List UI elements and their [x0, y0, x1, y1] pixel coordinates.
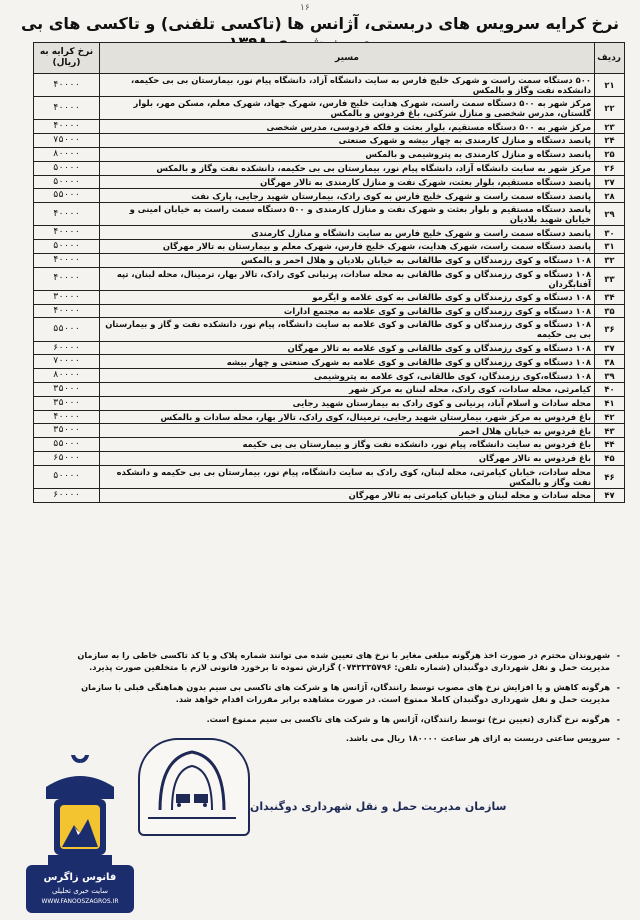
table-header-row [34, 43, 625, 74]
row-route: پانصد دستگاه و منازل کارمندی به پتروشیمی و بالمکس [100, 147, 595, 161]
row-fare: ۷۰۰۰۰ [34, 355, 100, 369]
watermark-url: WWW.FANOOSZAGROS.IR [41, 898, 119, 905]
table-row [34, 438, 625, 452]
table-row [34, 355, 625, 369]
table-row [34, 97, 625, 120]
table-row [34, 318, 625, 341]
row-route: ۵۰۰ دستگاه سمت راست و شهرک خلیج فارس به سایت دانشگاه آزاد، دانشگاه پیام نور، بیمارستان بی بی حکیمه، دانشکده نفت وگاز و بالمکس [100, 74, 595, 97]
row-number: ۲۱ [595, 74, 625, 97]
fare-table [33, 42, 625, 503]
row-route: کیامرثی، محله سادات، کوی رادک، محله لبنان به مرکز شهر [100, 382, 595, 396]
table-row [34, 267, 625, 290]
table-row [34, 147, 625, 161]
row-route: ۱۰۸ دستگاه،کوی رزمندگان، کوی طالقانی، کوی علامه به پتروشیمی [100, 369, 595, 383]
row-route: ۱۰۸ دستگاه و کوی رزمندگان و کوی طالقانی به خیابان بلادیان و هلال احمر و بالمکس [100, 253, 595, 267]
page-mark: ۱۶ [300, 3, 310, 13]
col-row-header: ردیف [595, 43, 625, 74]
row-route: محله سادات، خیابان کیامرثی، محله لبنان، کوی رادک به سایت دانشگاه، پیام نور، بیمارستان بی بی حکیمه و دانشکده نفت وگاز و بالمکس [100, 465, 595, 488]
row-route: مرکز شهر به ۵۰۰ دستگاه سمت راست، شهرک هدایت خلیج فارس، شهرک جهاد، شهرک معلم، مسکن مهر، بلوار گلستان، مدرس شخصی و منازل شرکتی، باغ فردوس و بالمکس [100, 97, 595, 120]
row-fare: ۴۰۰۰۰ [34, 304, 100, 318]
row-fare: ۳۵۰۰۰ [34, 396, 100, 410]
table-row [34, 382, 625, 396]
table-row [34, 369, 625, 383]
row-fare: ۴۰۰۰۰ [34, 226, 100, 240]
row-fare: ۳۵۰۰۰ [34, 382, 100, 396]
row-route: پانصد دستگاه مستقیم، بلوار بعثت، شهرک نفت و منازل کارمندی به تالار مهرگان [100, 175, 595, 189]
row-route: پانصد دستگاه سمت راست، شهرک هدایت، شهرک خلیج فارس، شهرک معلم و بیمارستان به تالار مهرگان [100, 240, 595, 254]
row-number: ۲۴ [595, 134, 625, 148]
note-item: - سرویس ساعتی دربست به ازای هر ساعت ۱۸۰۰۰۰ ریال می باشد. [70, 733, 620, 745]
notes [70, 650, 620, 753]
table-row [34, 341, 625, 355]
table-row [34, 74, 625, 97]
row-fare: ۴۰۰۰۰ [34, 253, 100, 267]
row-number: ۴۷ [595, 488, 625, 502]
row-fare: ۶۰۰۰۰ [34, 341, 100, 355]
row-fare: ۵۵۰۰۰ [34, 438, 100, 452]
row-fare: ۶۵۰۰۰ [34, 451, 100, 465]
row-route: باغ فردوس به تالار مهرگان [100, 451, 595, 465]
row-route: ۱۰۸ دستگاه و کوی رزمندگان و کوی طالقانی و کوی علامه به شهرک صنعتی و چهار بیشه [100, 355, 595, 369]
table-row [34, 203, 625, 226]
fare-table-body [34, 74, 625, 503]
organization-seal [138, 738, 250, 836]
row-fare: ۴۰۰۰۰ [34, 410, 100, 424]
table-row [34, 253, 625, 267]
row-route: محله سادات و اسلام آباد، پرنیانی و کوی رادک به بیمارستان شهید رجایی [100, 396, 595, 410]
row-number: ۳۶ [595, 318, 625, 341]
row-number: ۲۷ [595, 175, 625, 189]
row-number: ۴۲ [595, 410, 625, 424]
row-route: مرکز شهر به ۵۰۰ دستگاه مستقیم، بلوار بعثت و فلکه فردوسی، مدرس شخصی [100, 120, 595, 134]
row-route: پانصد دستگاه سمت راست و شهرک خلیج فارس به کوی رادک، بیمارستان شهید رجایی، پارک نفت [100, 189, 595, 203]
row-number: ۳۹ [595, 369, 625, 383]
row-route: ۱۰۸ دستگاه و کوی رزمندگان و کوی طالقانی و کوی علامه به سایت دانشگاه، پیام نور، دانشکده نفت و گاز و بیمارستان بی بی حکیمه [100, 318, 595, 341]
row-fare: ۵۰۰۰۰ [34, 175, 100, 189]
row-route: باغ فردوس به سایت دانشگاه، پیام نور، دانشکده نفت وگاز و بیمارستان بی بی حکیمه [100, 438, 595, 452]
row-fare: ۴۰۰۰۰ [34, 203, 100, 226]
row-route: پانصد دستگاه سمت راست و شهرک خلیج فارس به سایت دانشگاه و منازل کارمندی [100, 226, 595, 240]
row-fare: ۳۵۰۰۰ [34, 424, 100, 438]
row-number: ۳۴ [595, 290, 625, 304]
row-fare: ۷۵۰۰۰ [34, 134, 100, 148]
watermark-tagline: سایت خبری تحلیلی [51, 887, 109, 895]
row-number: ۳۷ [595, 341, 625, 355]
row-number: ۴۱ [595, 396, 625, 410]
row-fare: ۴۰۰۰۰ [34, 267, 100, 290]
row-number: ۳۵ [595, 304, 625, 318]
row-number: ۴۴ [595, 438, 625, 452]
row-fare: ۴۰۰۰۰ [34, 74, 100, 97]
row-number: ۲۶ [595, 161, 625, 175]
table-row [34, 189, 625, 203]
col-fare-header: نرخ کرایه به (ریال) [34, 43, 100, 74]
table-row [34, 240, 625, 254]
note-item: - هرگونه کاهش و یا افزایش نرخ های مصوب توسط رانندگان، آژانس ها و شرکت های تاکسی بی سیم بدون هماهنگی قبلی با سازمان مدیریت حمل و نقل شهرداری دوگنبدان کاملا ممنوع است. در صورت مشاهده برابر مقررات اقدام خواهد شد. [70, 682, 620, 706]
table-row [34, 488, 625, 502]
row-route: ۱۰۸ دستگاه و کوی رزمندگان و کوی طالقانی و کوی علامه به مجتمع ادارات [100, 304, 595, 318]
row-route: باغ فردوس به مرکز شهر، بیمارستان شهید رجایی، ترمینال، کوی رادک، تالار بهار، محله سادات و بالمکس [100, 410, 595, 424]
organization-stamp-text: سازمان مدیریت حمل و نقل شهرداری دوگنبدان [250, 800, 507, 813]
row-route: مرکز شهر به سایت دانشگاه آزاد، دانشگاه پیام نور، بیمارستان بی بی حکیمه، دانشکده نفت وگاز و بالمکس [100, 161, 595, 175]
row-number: ۳۱ [595, 240, 625, 254]
row-number: ۳۳ [595, 267, 625, 290]
row-number: ۳۲ [595, 253, 625, 267]
row-fare: ۵۰۰۰۰ [34, 161, 100, 175]
row-number: ۲۵ [595, 147, 625, 161]
row-fare: ۸۰۰۰۰ [34, 369, 100, 383]
row-fare: ۴۰۰۰۰ [34, 97, 100, 120]
note-item: - هرگونه نرخ گذاری (تعیین نرخ) توسط رانندگان، آژانس ها و شرکت های تاکسی بی سیم ممنوع است. [70, 714, 620, 726]
table-row [34, 396, 625, 410]
row-route: ۱۰۸ دستگاه و کوی رزمندگان و کوی طالقانی به کوی علامه و ایگرمو [100, 290, 595, 304]
watermark-name: فانوس زاگرس [43, 872, 117, 883]
row-route: ۱۰۸ دستگاه و کوی رزمندگان و کوی طالقانی و کوی علامه به تالار مهرگان [100, 341, 595, 355]
row-number: ۲۸ [595, 189, 625, 203]
row-number: ۲۹ [595, 203, 625, 226]
col-route-header: مسیر [100, 43, 595, 74]
row-route: پانصد دستگاه مستقیم و بلوار بعثت و شهرک نفت و منازل کارمندی و ۵۰۰ دستگاه سمت راست به خیابان امینی و خیابان شهید بلادیان [100, 203, 595, 226]
row-number: ۲۳ [595, 120, 625, 134]
row-fare: ۵۵۰۰۰ [34, 318, 100, 341]
table-row [34, 120, 625, 134]
table-row [34, 304, 625, 318]
note-item: - شهروندان محترم در صورت اخذ هرگونه مبلغی مغایر با نرخ های تعیین شده می توانند شماره پلاک و یا کد تاکسی خاطی را به سازمان مدیریت حمل و نقل شهرداری دوگنبدان (شماره تلفن: ۰۷۴۳۳۳۵۷۹۶) گزارش نموده تا برخورد قانونی لازم با متخلفین صورت پذیرد. [70, 650, 620, 674]
row-number: ۲۲ [595, 97, 625, 120]
table-row [34, 410, 625, 424]
table-row [34, 161, 625, 175]
table-row [34, 175, 625, 189]
row-fare: ۸۰۰۰۰ [34, 147, 100, 161]
row-fare: ۶۰۰۰۰ [34, 488, 100, 502]
row-route: ۱۰۸ دستگاه و کوی رزمندگان و کوی طالقانی به محله سادات، پرنیانی کوی رادک، تالار بهار، ترمینال، محله لبنان، تپه آفتابگردان [100, 267, 595, 290]
row-fare: ۳۰۰۰۰ [34, 290, 100, 304]
row-number: ۴۰ [595, 382, 625, 396]
table-row [34, 465, 625, 488]
row-fare: ۴۰۰۰۰ [34, 120, 100, 134]
row-number: ۴۵ [595, 451, 625, 465]
row-fare: ۵۰۰۰۰ [34, 240, 100, 254]
row-number: ۳۰ [595, 226, 625, 240]
document-title: نرخ کرایه سرویس های دربستی، آژانس ها (تاکسی تلفنی) و تاکسی های بی [20, 14, 620, 33]
table-row [34, 290, 625, 304]
row-fare: ۵۰۰۰۰ [34, 465, 100, 488]
table-row [34, 134, 625, 148]
table-row [34, 424, 625, 438]
row-number: ۴۳ [595, 424, 625, 438]
row-route: محله سادات و محله لبنان و خیابان کیامرثی به تالار مهرگان [100, 488, 595, 502]
table-row [34, 451, 625, 465]
row-route: پانصد دستگاه و منازل کارمندی به چهار بیشه و شهرک صنعتی [100, 134, 595, 148]
row-fare: ۵۵۰۰۰ [34, 189, 100, 203]
row-route: باغ فردوس به خیابان هلال احمر [100, 424, 595, 438]
row-number: ۳۸ [595, 355, 625, 369]
row-number: ۴۶ [595, 465, 625, 488]
table-row [34, 226, 625, 240]
